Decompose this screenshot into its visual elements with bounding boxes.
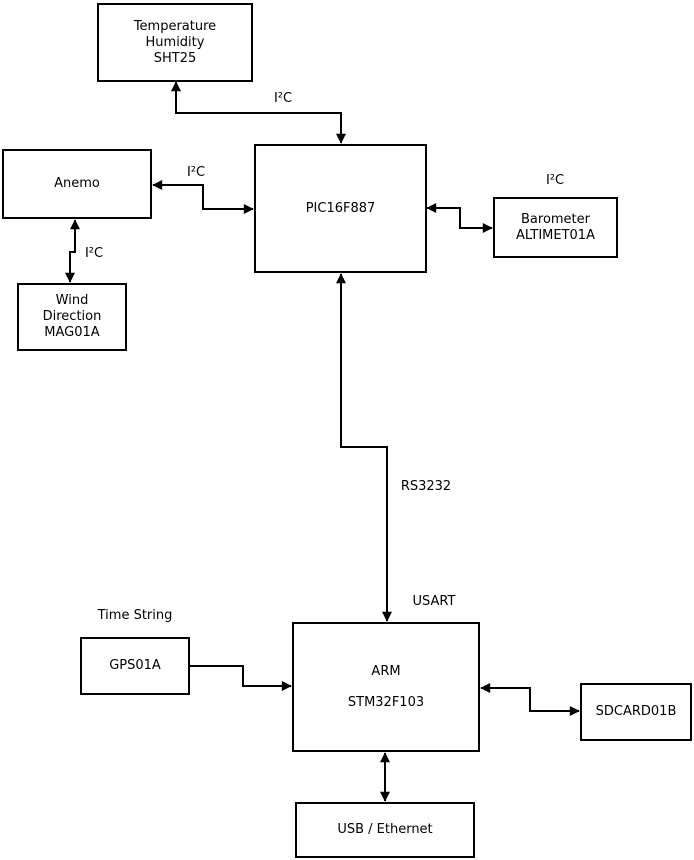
connector-pic-sht25 xyxy=(176,82,341,143)
edge-label-i2c-sht25: I²C xyxy=(273,91,293,106)
connector-arm-sdcard xyxy=(481,688,579,711)
block-pic16f887 xyxy=(254,144,427,273)
edge-label-time-string: Time String xyxy=(97,608,173,623)
block-label-line: Barometer xyxy=(521,211,590,227)
block-label-line: ARM xyxy=(371,663,401,679)
edge-label-rs3232: RS3232 xyxy=(400,479,452,494)
connector-anemo-pic xyxy=(153,185,253,209)
block-label-line: Temperature xyxy=(133,18,217,34)
connector-pic-arm xyxy=(341,274,387,621)
connector-gps-arm xyxy=(190,666,291,686)
edge-label-usart: USART xyxy=(412,594,456,609)
block-arm-stm32f103 xyxy=(292,622,480,752)
connector-anemo-wind xyxy=(70,220,75,282)
block-label-line: STM32F103 xyxy=(347,694,425,710)
block-usb-ethernet xyxy=(295,802,475,858)
edge-label-i2c-anemo: I²C xyxy=(186,165,206,180)
block-gps01a xyxy=(80,637,190,695)
block-sdcard01b xyxy=(580,683,692,741)
block-label-line: GPS01A xyxy=(109,658,161,673)
block-label-line: Wind xyxy=(55,293,89,308)
edge-label-i2c-barometer: I²C xyxy=(545,173,565,188)
block-label-line: PIC16F887 xyxy=(305,200,376,216)
block-label-line: MAG01A xyxy=(44,325,100,340)
block-label-line: SHT25 xyxy=(153,50,197,66)
connector-pic-barometer xyxy=(427,208,492,228)
block-label-line: Direction xyxy=(42,309,102,324)
block-anemo xyxy=(2,149,152,219)
block-wind-direction-mag01a xyxy=(17,283,127,351)
block-barometer-altimet01a xyxy=(493,197,618,258)
block-label-line: ALTIMET01A xyxy=(516,227,595,243)
block-label-line: Anemo xyxy=(54,176,100,191)
edge-label-i2c-wind: I²C xyxy=(84,246,104,261)
block-label-line: USB / Ethernet xyxy=(337,822,433,837)
block-label-line: SDCARD01B xyxy=(595,704,677,719)
block-label-line: Humidity xyxy=(145,34,205,50)
block-temperature-humidity-sht25 xyxy=(97,3,253,82)
